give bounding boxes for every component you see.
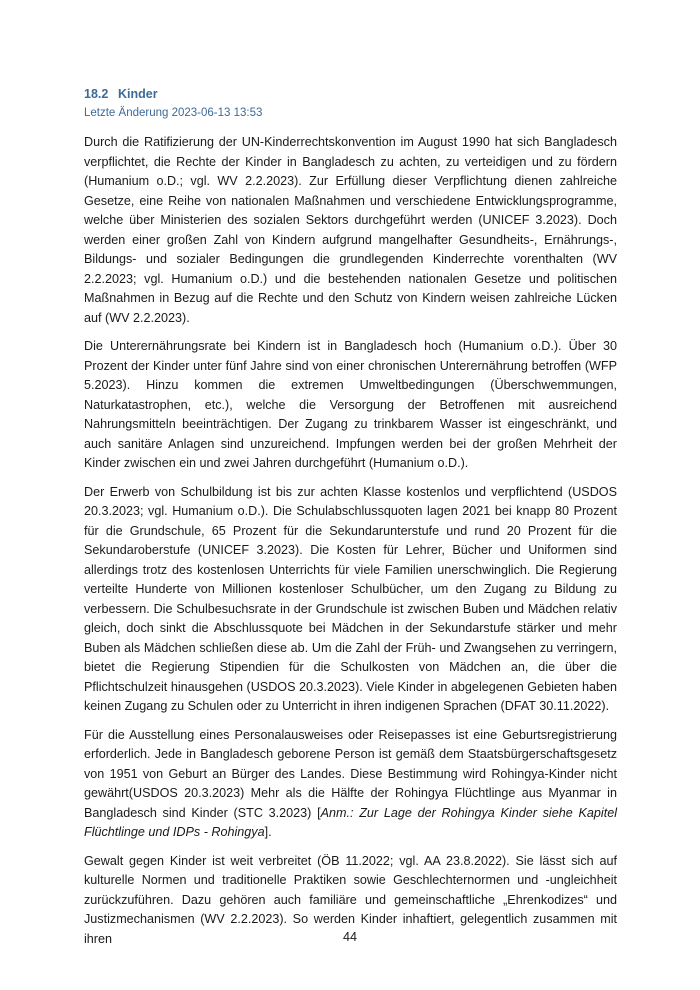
section-title: Kinder xyxy=(118,87,158,101)
paragraph-malnutrition: Die Unterernährungsrate bei Kindern ist in Bangladesch hoch (Humanium o.D.). Über 30 Prozent der Kinder unter fünf Jahre sind von einer chronischen Unterernährung betroffen (WFP 5.2023). Hinzu kommen die extremen Umweltbedingungen (Überschwemmungen, Naturkatastrophen, etc.), welche die Versorgung der Betroffenen mit ausreichend Nahrungsmitteln beeinträchtigen. Der Zugang zu trinkbarem Wasser ist eingeschränkt, und auch sanitäre Anlagen sind unzureichend. Impfungen werden bei der großen Mehrheit der Kinder zwischen ein und zwei Jahren durchgeführt (Humanium o.D.). xyxy=(84,339,617,470)
paragraph-birth-registration-text: Für die Ausstellung eines Personalausweises oder Reisepasses ist eine Geburtsregistrierung erforderlich. Jede in Bangladesch geborene Person ist gemäß dem Staatsbürgerschaftsgesetz von 1951 von Geburt an Bürger des Landes. Diese Bestimmung wird Rohingya-Kinder nicht gewährt(USDOS 20.3.2023) Mehr als die Hälfte der Rohingya Flüchtlinge aus Myanmar in Bangladesch sind Kinder (STC 3.2023) [ xyxy=(84,727,617,820)
paragraph-education: Der Erwerb von Schulbildung ist bis zur achten Klasse kostenlos und verpflichtend (USDOS 20.3.2023; vgl. Humanium o.D.). Die Schulabschlussquoten lagen 2021 bei knapp 80 Prozent für die Grundschule, 65 Prozent für die Sekundarunterstufe und rund 20 Prozent für die Sekundaroberstufe (UNICEF 3.2023). Die Kosten für Lehrer, Bücher und Uniformen sind allerdings trotz des kostenlosen Unterrichts für viele Familien unerschwinglich. Die Regierung verteilte Hunderte von Millionen kostenloser Schulbücher, um den Zugang zu Bildung zu verbessern. Die Schulbesuchsrate in der Grundschule ist zwischen Buben und Mädchen relativ gleich, doch sinkt die Abschlussquote bei Mädchen in der Sekundarstufe stärker und mehr Buben als Mädchen schließen diese ab. Um die Zahl der Früh- und Zwangsehen zu verringern, bietet die Regierung Stipendien für die Schulkosten von Mädchen an, die über die Pflichtschulzeit hinausgehen (USDOS 20.3.2023). Viele Kinder in abgelegenen Gebieten haben keinen Zugang zu Schulen oder zu Unterricht in ihren indigenen Sprachen (DFAT 30.11.2022). xyxy=(84,484,617,713)
section-heading xyxy=(84,86,617,102)
section-number: 18.2 xyxy=(84,87,109,101)
paragraph-birth-registration-end: ]. xyxy=(264,825,272,839)
document-page xyxy=(84,86,617,958)
last-change-timestamp: Letzte Änderung 2023-06-13 13:53 xyxy=(84,107,263,119)
page-number: 44 xyxy=(342,930,357,944)
paragraph-birth-registration xyxy=(84,726,617,843)
paragraph-ratification: Durch die Ratifizierung der UN-Kinderrechtskonvention im August 1990 hat sich Bangladesch verpflichtet, die Rechte der Kinder in Bangladesch zu achten, zu verteidigen und zu fördern (Humanium o.D.; vgl. WV 2.2.2023). Zur Erfüllung dieser Verpflichtung dienen zahlreiche Gesetze, eine Reihe von nationalen Maßnahmen und verschiedene Entwicklungsprogramme, welche über Ministerien des sozialen Sektors durchgeführt werden (UNICEF 3.2023). Doch werden einer großen Zahl von Kindern aufgrund mangelhafter Gesundheits-, Ernährungs-, Bildungs- und sozialer Bedingungen die grundlegenden Kinderrechte vorenthalten (WV 2.2.2023; vgl. Humanium o.D.) und die bestehenden nationalen Gesetze und politischen Maßnahmen in Bezug auf die Rechte und den Schutz von Kindern weisen zahlreiche Lücken auf (WV 2.2.2023). xyxy=(84,135,617,325)
rohingya-note: Anm.: Zur Lage der Rohingya Kinder siehe Kapitel Flüchtlinge und IDPs - Rohingya xyxy=(84,805,617,839)
paragraph-violence: Gewalt gegen Kinder ist weit verbreitet (ÖB 11.2022; vgl. AA 23.8.2022). Sie lässt sich auf kulturelle Normen und traditionelle Praktiken sowie Geschlechternormen und -ungleichheit zurückzuführen. Dazu gehören auch familiäre und gemeinschaftliche „Ehrenkodizes“ und Justizmechanismen (WV 2.2.2023). So werden Kinder inhaftiert, gelegentlich zusammen mit ihren xyxy=(84,853,617,946)
